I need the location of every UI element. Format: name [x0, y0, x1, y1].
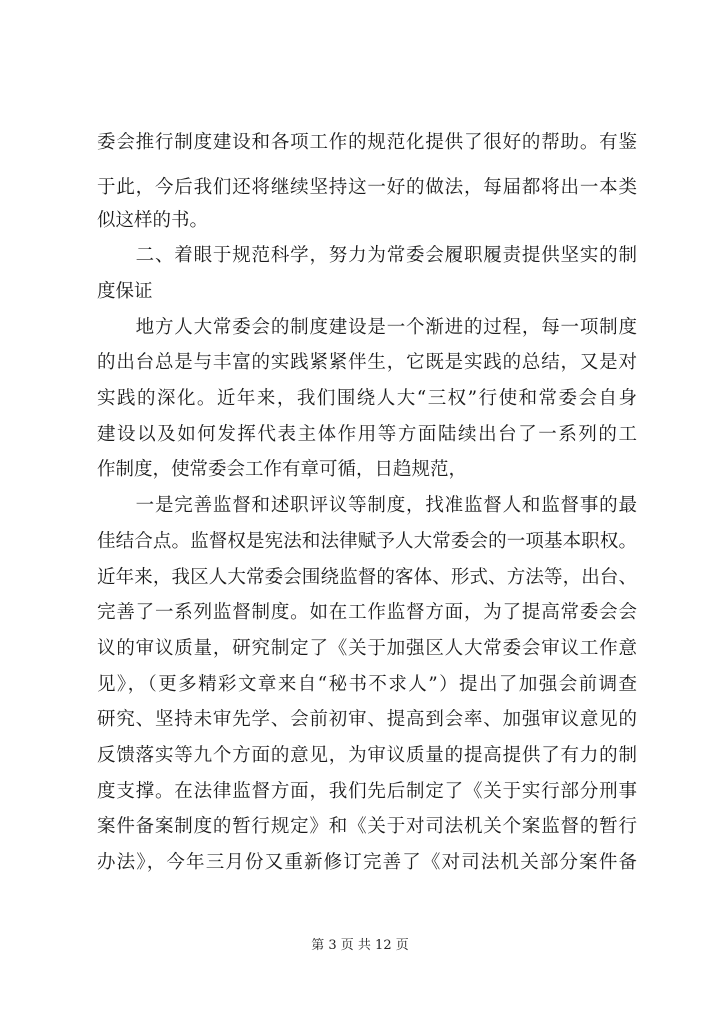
paragraph-line: 研究、坚持未审先学、会前初审、提高到会率、加强审议意见的: [97, 709, 637, 730]
paragraph-line: 委会推行制度建设和各项工作的规范化提供了很好的帮助。有鉴: [97, 132, 637, 153]
paragraph-line: 议的审议质量，研究制定了《关于加强区人大常委会审议工作意: [97, 638, 637, 659]
paragraph-line: 佳结合点。监督权是宪法和法律赋予人大常委会的一项基本职权。: [97, 531, 637, 552]
page-number-footer: 第 3 页 共 12 页: [311, 938, 409, 953]
paragraph-line: 作制度，使常委会工作有章可循，日趋规范，: [97, 459, 468, 480]
paragraph-line: 办法》，今年三月份又重新修订完善了《对司法机关部分案件备: [97, 852, 637, 873]
paragraph-line: 近年来，我区人大常委会围绕监督的客体、形式、方法等，出台、: [97, 567, 637, 588]
paragraph-line: 实践的深化。近年来，我们围绕人大“三权”行使和常委会自身: [97, 388, 637, 409]
paragraph-line: 反馈落实等九个方面的意见，为审议质量的提高提供了有力的制: [97, 745, 637, 766]
paragraph-line: 地方人大常委会的制度建设是一个渐进的过程，每一项制度: [97, 317, 637, 338]
paragraph-line: 一是完善监督和述职评议等制度，找准监督人和监督事的最: [97, 495, 637, 516]
section-heading-line: 二、着眼于规范科学，努力为常委会履职履责提供坚实的制: [97, 245, 637, 266]
section-heading-line: 度保证: [97, 281, 153, 302]
paragraph-line: 见》，（更多精彩文章来自“秘书不求人”）提出了加强会前调查: [97, 674, 637, 695]
paragraph-line: 完善了一系列监督制度。如在工作监督方面，为了提高常委会会: [97, 602, 637, 623]
paragraph-line: 案件备案制度的暂行规定》和《关于对司法机关个案监督的暂行: [97, 816, 637, 837]
paragraph-line: 建设以及如何发挥代表主体作用等方面陆续出台了一系列的工: [97, 424, 637, 445]
paragraph-line: 的出台总是与丰富的实践紧紧伴生，它既是实践的总结，又是对: [97, 352, 637, 373]
paragraph-line: 于此，今后我们还将继续坚持这一好的做法，每届都将出一本类: [97, 177, 637, 198]
paragraph-line: 度支撑。在法律监督方面，我们先后制定了《关于实行部分刑事: [97, 781, 637, 802]
paragraph-line: 似这样的书。: [97, 210, 209, 231]
